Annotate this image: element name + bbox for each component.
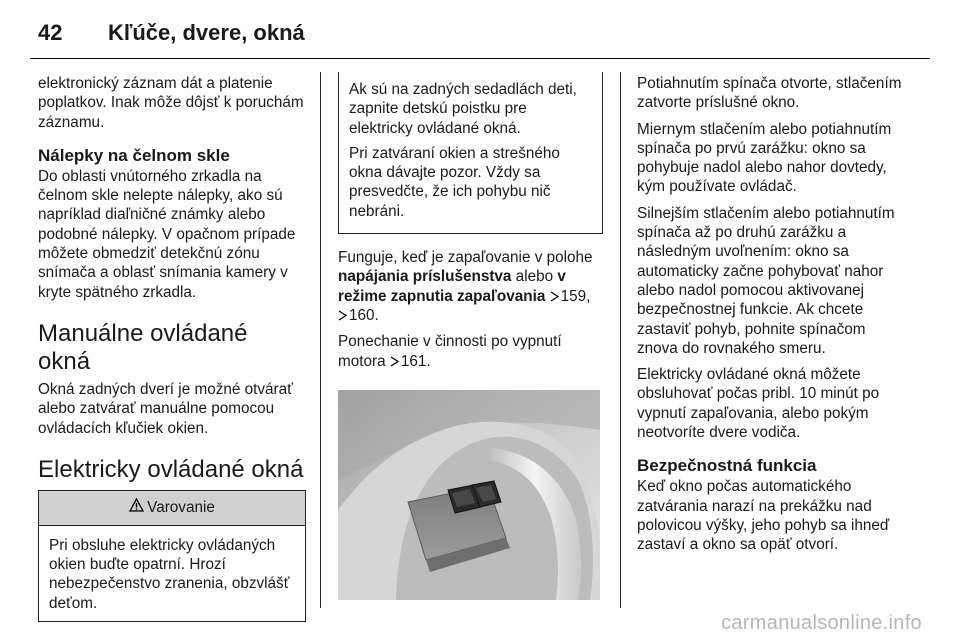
electric-windows-heading: Elektricky ovládané okná	[38, 455, 304, 483]
warning-icon	[129, 498, 144, 517]
safety-function-heading: Bezpečnostná funkcia	[637, 456, 817, 476]
window-switch-photo	[338, 390, 600, 600]
child-lock-paragraph: Ak sú na zadných sedadlách deti, zapnite detskú poistku pre elektricky ovládané okná.	[349, 81, 577, 137]
page-reference: 159,	[560, 287, 591, 305]
closing-caution-paragraph: Pri zatváraní okien a strešného okna dávajte pozor. Vždy sa presvedčte, že ich pohybu nič nebráni.	[349, 144, 560, 220]
warning-box	[38, 490, 306, 622]
chapter-title: Kľúče, dvere, okná	[108, 20, 305, 45]
second-detent-paragraph: Silnejším stlačením alebo potiahnutím spínača až po druhú zarážku a následným uvoľnením: okno sa automaticky začne pohybovať nahor alebo nadol pomocou aktivovanej bezpečnostnej funkcie. Ak chcete zastaviť pohyb, pohnite spínačom znova do rovnakého smeru.	[637, 204, 895, 357]
first-detent-paragraph: Miernym stlačením alebo potiahnutím spínača po prvú zarážku: okno sa pohybuje nadol alebo nahor dovtedy, kým používate ovládač.	[637, 120, 892, 196]
stickers-paragraph: Do oblasti vnútorného zrkadla na čelnom skle nelepte nálepky, ako sú napríklad diaľničné známky alebo podobné nálepky. V opačnom prípade môžete obmedziť detekčnú zónu snímača a oblasť snímania kamery v kryte spätného zrkadla.	[38, 167, 296, 301]
page-reference-arrow-icon	[338, 310, 347, 321]
ignition-mode-term: v režime zapnutia zapaľovania	[338, 268, 566, 305]
page-reference: 160.	[349, 306, 379, 324]
manual-windows-heading: Manuálne ovládané okná	[38, 319, 248, 375]
column-1	[38, 74, 306, 622]
retained-power-paragraph: Ponechanie v činnosti po vypnutí motora 161.	[338, 333, 562, 370]
page-reference: 161.	[400, 352, 431, 370]
page-number: 42	[38, 20, 63, 45]
accessory-power-term: napájania príslušenstva	[338, 268, 512, 286]
site-watermark: carmanualsonline.info	[721, 612, 922, 634]
page-header	[38, 20, 305, 50]
intro-paragraph: elektronický záznam dát a platenie poplatkov. Inak môže dôjsť k poruchám záznamu.	[38, 75, 304, 131]
header-divider	[30, 58, 930, 59]
after-ignition-paragraph: Elektricky ovládané okná môžete obsluhovať počas pribl. 10 minút po vypnutí zapaľovania, alebo pokým neotvoríte dvere vodiča.	[637, 366, 880, 442]
column-3	[637, 74, 907, 562]
warning-box-continued	[338, 72, 603, 234]
function-paragraph: Funguje, keď je zapaľovanie v polohe napájania príslušenstva alebo v režime zapnutia zapaľovania 159, 160.	[338, 249, 593, 324]
warning-header	[39, 490, 305, 526]
stickers-heading: Nálepky na čelnom skle	[38, 145, 230, 165]
column-divider-2	[620, 72, 621, 608]
warning-text: Pri obsluhe elektricky ovládaných okien buďte opatrní. Hrozí nebezpečenstvo zranenia, obzvlášť deťom.	[49, 536, 290, 612]
open-close-paragraph: Potiahnutím spínača otvorte, stlačením zatvorte príslušné okno.	[637, 75, 902, 112]
safety-function-paragraph: Keď okno počas automatického zatvárania narazí na prekážku nad polovicou výšky, jeho pohyb sa ihneď zastaví a okno sa opäť otvorí.	[637, 478, 890, 554]
column-divider-1	[320, 72, 321, 608]
warning-label: Varovanie	[147, 499, 215, 517]
manual-windows-paragraph: Okná zadných dverí je možné otvárať alebo zatvárať manuálne pomocou ovládacích kľučiek okien.	[38, 380, 293, 437]
column-2	[338, 74, 603, 605]
page-reference-arrow-icon	[390, 356, 399, 367]
page-reference-arrow-icon	[550, 291, 559, 302]
